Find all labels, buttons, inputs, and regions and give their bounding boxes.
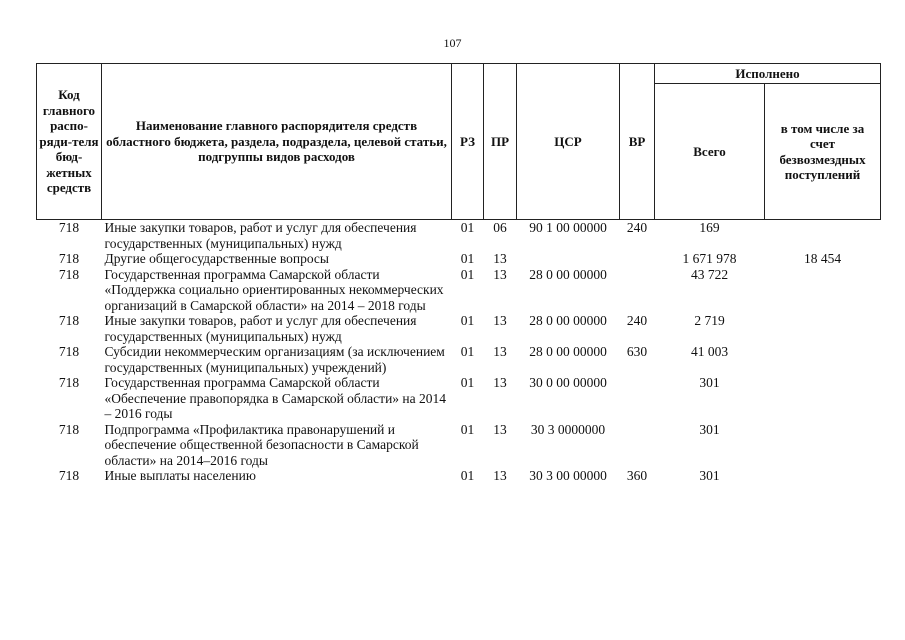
cell-name: Иные закупки товаров, работ и услуг для обеспечения государственных (муниципальных) нужд (104, 313, 417, 344)
cell-vr (620, 422, 655, 469)
page-number: 107 (443, 36, 462, 50)
table-row (37, 220, 881, 252)
cell-pr: 13 (493, 266, 507, 282)
cell-code: 718 (58, 266, 80, 282)
cell-total: 169 (699, 220, 720, 235)
cell-name: Иные закупки товаров, работ и услуг для обеспечения государственных (муниципальных) нужд (104, 220, 417, 251)
cell-name: Государственная программа Самарской области «Обеспечение правопорядка в Самарской области» на 2014 – 2016 годы (104, 375, 447, 421)
cell-name: Подпрограмма «Профилактика правонарушений и обеспечение общественной безопасности в Самарской области» на 2014–2016 годы (104, 421, 419, 468)
header-code: Код главного распо-ряди-теля бюд-жетных средств (37, 64, 102, 220)
cell-code: 718 (58, 313, 80, 328)
cell-csr: 28 0 00 00000 (529, 313, 607, 328)
cell-total: 2 719 (694, 313, 725, 328)
table-header (37, 64, 881, 220)
cell-rz: 01 (460, 266, 475, 282)
table-row (37, 344, 881, 375)
table-body (37, 220, 881, 484)
table-row (37, 313, 881, 344)
cell-name: Другие общегосударственные вопросы (104, 251, 329, 266)
table-row (37, 267, 881, 314)
cell-name: Государственная программа Самарской области «Поддержка социально ориентированных некоммерческих организаций в Самарской области» на 2014 – 2018 годы (104, 266, 444, 313)
cell-code: 718 (58, 220, 80, 235)
cell-csr: 30 3 00 00000 (529, 468, 607, 483)
cell-rz: 01 (460, 344, 475, 359)
cell-vr: 360 (626, 468, 648, 483)
cell-pr: 13 (493, 344, 507, 359)
cell-free (765, 344, 881, 375)
table-row (37, 251, 881, 267)
cell-code: 718 (58, 421, 80, 437)
header-rz: РЗ (452, 64, 484, 220)
cell-vr: 240 (626, 313, 648, 328)
cell-free (765, 267, 881, 314)
cell-csr: 28 0 00 00000 (529, 344, 607, 359)
header-csr: ЦСР (517, 64, 620, 220)
cell-free (765, 468, 881, 484)
header-total: Всего (655, 84, 765, 220)
cell-pr: 13 (493, 375, 507, 390)
cell-csr: 30 0 00 00000 (529, 375, 607, 390)
header-pr: ПР (484, 64, 517, 220)
cell-rz: 01 (460, 468, 475, 483)
header-executed: Исполнено (655, 64, 881, 84)
cell-free (765, 422, 881, 469)
cell-pr: 13 (493, 468, 507, 483)
cell-rz: 01 (460, 375, 475, 390)
cell-pr: 13 (493, 251, 507, 266)
header-name: Наименование главного распорядителя средств областного бюджета, раздела, подраздела, целевой статьи, подгруппы видов расходов (102, 64, 452, 220)
header-vr: ВР (620, 64, 655, 220)
cell-code: 718 (58, 344, 80, 359)
cell-total: 41 003 (690, 344, 729, 359)
cell-vr (620, 267, 655, 314)
cell-total: 1 671 978 (682, 251, 737, 266)
cell-csr (517, 251, 620, 267)
cell-free: 18 454 (803, 251, 842, 266)
cell-code: 718 (58, 251, 80, 266)
cell-csr: 90 1 00 00000 (529, 220, 607, 235)
cell-rz: 01 (460, 421, 475, 437)
cell-free (765, 313, 881, 344)
cell-rz: 01 (460, 220, 475, 235)
cell-name: Иные выплаты населению (104, 468, 256, 483)
cell-total: 43 722 (690, 266, 729, 282)
table-row (37, 375, 881, 422)
cell-free (765, 220, 881, 252)
cell-rz: 01 (460, 313, 475, 328)
table-row (37, 468, 881, 484)
cell-pr: 13 (493, 313, 507, 328)
cell-total: 301 (699, 375, 720, 390)
cell-total: 301 (699, 468, 720, 483)
cell-csr: 30 3 0000000 (530, 421, 606, 437)
cell-csr: 28 0 00 00000 (529, 266, 607, 282)
budget-table (36, 63, 881, 484)
cell-pr: 13 (493, 421, 507, 437)
cell-total: 301 (699, 421, 720, 437)
table-row (37, 422, 881, 469)
cell-code: 718 (58, 468, 80, 483)
cell-free (765, 375, 881, 422)
cell-vr (620, 251, 655, 267)
cell-vr: 630 (626, 344, 648, 359)
cell-vr (620, 375, 655, 422)
header-free: в том числе за счет безвозмездных поступлений (765, 84, 881, 220)
cell-pr: 06 (493, 220, 507, 235)
cell-name: Субсидии некоммерческим организациям (за исключением государственных (муниципальных) учреждений) (104, 344, 445, 375)
cell-vr: 240 (626, 220, 648, 235)
cell-code: 718 (58, 375, 80, 390)
cell-rz: 01 (460, 251, 475, 266)
